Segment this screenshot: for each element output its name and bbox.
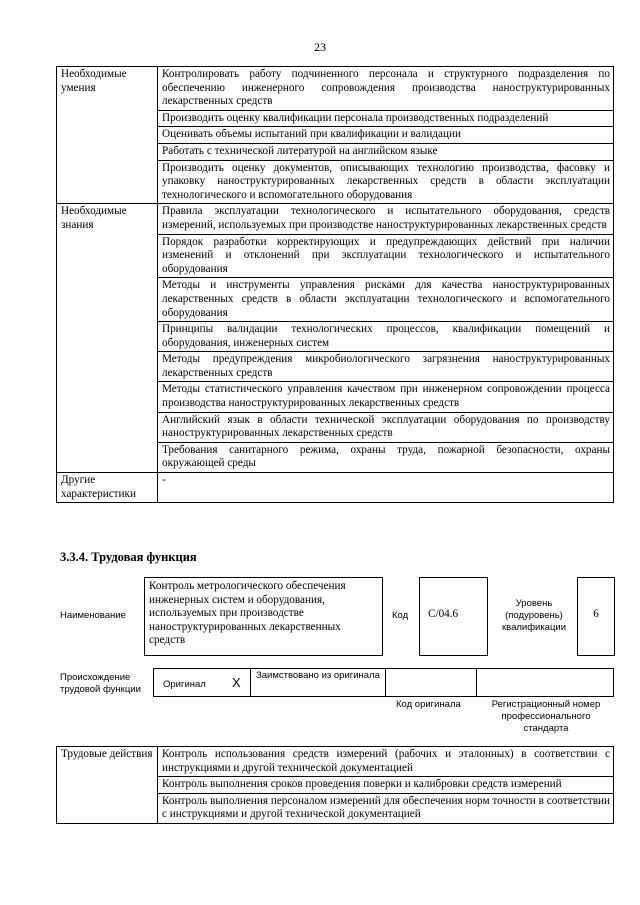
knowledge-item: Порядок разработки корректирующих и предупреждающих действий при наличии изменений и отклонений при эксплуатации технологического и испытательного оборудования [158,234,614,278]
skill-item: Оценивать объемы испытаний при квалификации и валидации [158,127,614,144]
original-mark: X [232,675,241,690]
origin-divider [385,668,386,697]
name-label: Наименование [60,610,126,621]
origin-top-line [153,668,613,669]
skill-item: Производить оценку квалификации персонала производственных подразделений [158,110,614,127]
other-characteristics-value: - [158,473,614,503]
knowledge-item: Правила эксплуатации технологического и испытательного оборудования, средств измерений, используемых при производстве наноструктурированных лекарственных средств [158,204,614,234]
origin-divider [153,668,154,697]
code-box [419,577,488,656]
level-box [577,577,615,656]
code-value: C/04.6 [428,608,459,620]
origin-label: Происхождение трудовой функции [60,672,141,695]
origin-divider [476,668,477,697]
skills-label: Необходимые умения [57,67,158,204]
knowledge-item: Требования санитарного режима, охраны труда, пожарной безопасности, охраны окружающей среды [158,442,614,472]
origin-divider [250,668,251,697]
labor-action-item: Контроль выполнения персоналом измерений для обеспечения норм точности в соответствии с инструкциями и другой технической документацией [158,793,614,823]
level-value: 6 [593,608,599,620]
skill-item: Работать с технической литературой на английском языке [158,143,614,160]
code-original-caption: Код оригинала [396,699,461,710]
labor-action-item: Контроль выполнения сроков проведения поверки и калибровки средств измерений [158,777,614,794]
requirements-table [56,66,614,503]
labor-actions-table [56,746,614,824]
name-value: Контроль метрологического обеспечения инженерных систем и оборудования, используемых при производстве наноструктурированных лекарственных средств [149,580,346,647]
original-label: Оригинал [163,679,206,690]
labor-action-item: Контроль использования средств измерений (рабочих и эталонных) в соответствии с инструкциями и другой технической документацией [158,747,614,777]
skill-item: Производить оценку документов, описывающих технологию производства, фасовку и упаковку наноструктурированных лекарственных средств в области эксплуатации технологического и вспомогательного оборудования [158,160,614,204]
knowledge-item: Методы статистического управления качеством при инженерном сопровождении процесса производства наноструктурированных лекарственных средств [158,382,614,412]
labor-actions-label: Трудовые действия [57,747,158,824]
borrowed-label: Заимствовано из оригинала [256,670,380,681]
knowledge-item: Английский язык в области технической эксплуатации оборудования по производству наноструктурированных лекарственных средств [158,412,614,442]
page-number: 23 [314,40,326,54]
section-title: 3.3.4. Трудовая функция [60,550,197,564]
code-label: Код [392,610,409,621]
name-box [144,577,383,656]
skill-item: Контролировать работу подчиненного персонала и структурного подразделения по обеспечению инженерного сопровождения производства наноструктурированных лекарственных средств [158,67,614,111]
origin-bottom-line [153,696,613,697]
level-label: Уровень (подуровень) квалификации [501,598,567,633]
knowledge-item: Методы предупреждения микробиологического загрязнения наноструктурированных лекарственных средств [158,352,614,382]
knowledge-item: Принципы валидации технологических процессов, квалификации помещений и оборудования, инженерных систем [158,322,614,352]
reg-number-caption: Регистрационный номер профессионального стандарта [491,699,601,734]
knowledge-item: Методы и инструменты управления рисками для качества наноструктурированных лекарственных средств в области эксплуатации технологического и вспомогательного оборудования [158,278,614,322]
knowledge-label: Необходимые знания [57,204,158,473]
other-characteristics-label: Другие характеристики [57,473,158,503]
origin-divider [613,668,614,697]
